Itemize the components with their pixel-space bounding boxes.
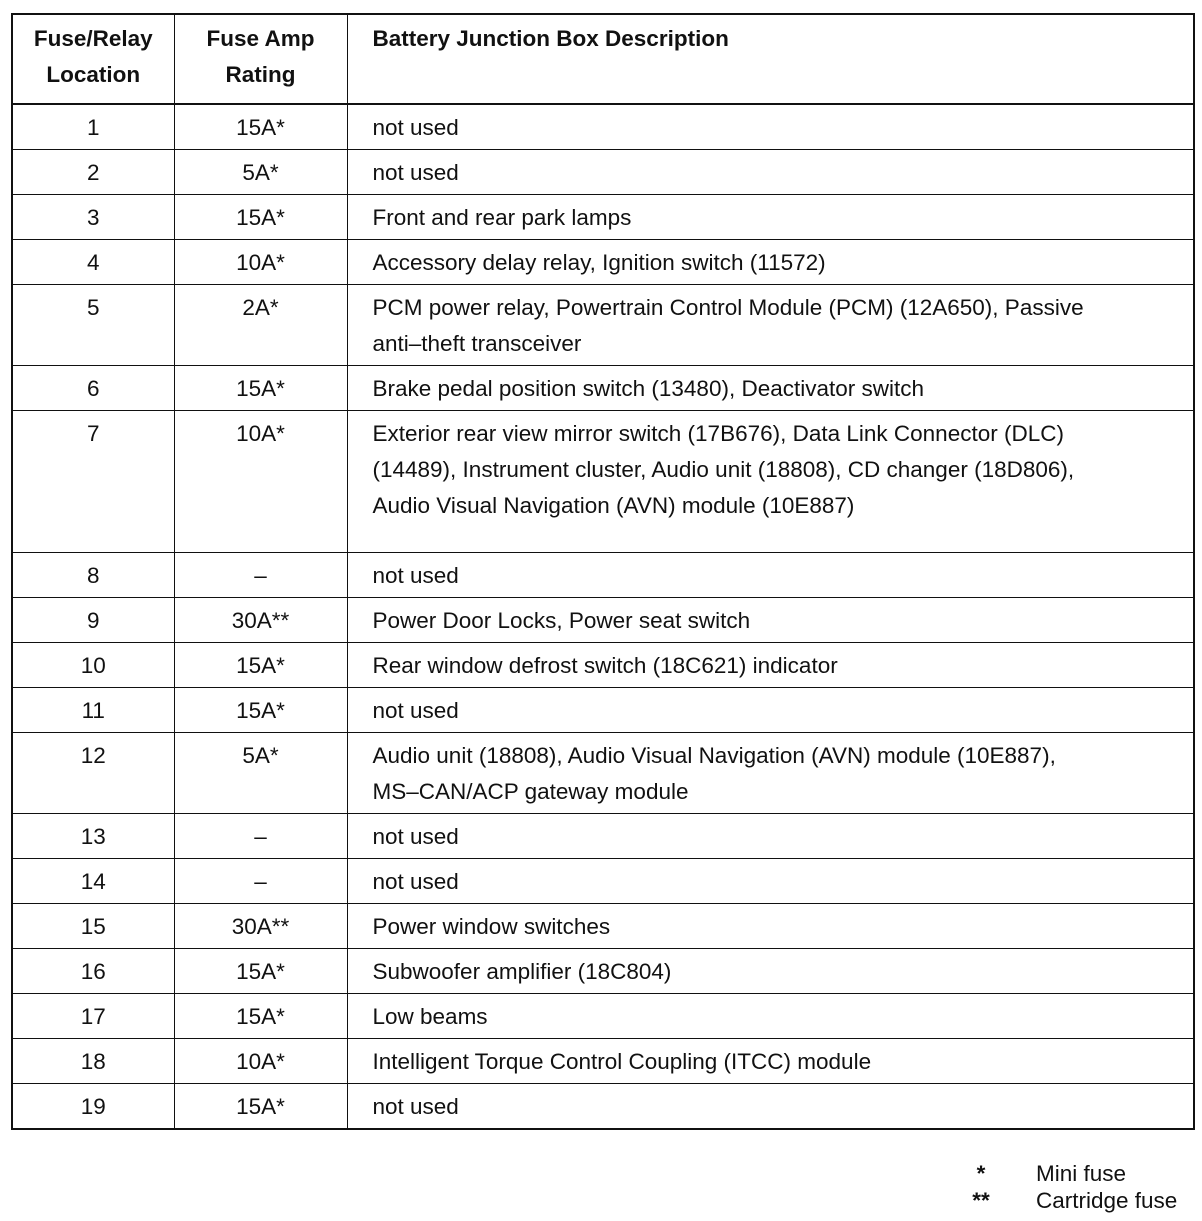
header-location-line2: Location	[46, 62, 141, 87]
description-line: (14489), Instrument cluster, Audio unit (18808), CD changer (18D806),	[372, 457, 1075, 482]
cell-location: 12	[12, 733, 174, 814]
cell-amp-rating: –	[174, 553, 347, 598]
table-row	[12, 949, 1194, 994]
table-row	[12, 104, 1194, 150]
cell-description	[347, 1039, 1194, 1084]
cell-amp-rating: 10A*	[174, 1039, 347, 1084]
cell-description	[347, 598, 1194, 643]
legend-symbol: **	[972, 1188, 990, 1213]
cell-location: 10	[12, 643, 174, 688]
cell-amp-rating: 30A**	[174, 904, 347, 949]
description-line: MS–CAN/ACP gateway module	[372, 779, 689, 804]
cell-description	[347, 150, 1194, 195]
cell-location: 13	[12, 814, 174, 859]
cell-location: 17	[12, 994, 174, 1039]
description-line: Low beams	[372, 1004, 488, 1029]
cell-description	[347, 643, 1194, 688]
description-line: Audio Visual Navigation (AVN) module (10E887)	[372, 493, 855, 518]
cell-location: 3	[12, 195, 174, 240]
cell-location: 19	[12, 1084, 174, 1130]
header-amp-rating	[174, 14, 347, 104]
cell-amp-rating: 15A*	[174, 643, 347, 688]
table-header	[12, 14, 1194, 104]
cell-location: 6	[12, 366, 174, 411]
cell-description	[347, 104, 1194, 150]
cell-amp-rating: 15A*	[174, 688, 347, 733]
table-row	[12, 1039, 1194, 1084]
description-line: Power Door Locks, Power seat switch	[372, 608, 751, 633]
cell-description	[347, 733, 1194, 814]
cell-amp-rating: 15A*	[174, 104, 347, 150]
legend-item-cartridge-fuse	[958, 1187, 1198, 1214]
cell-amp-rating: 10A*	[174, 411, 347, 553]
cell-description	[347, 1084, 1194, 1130]
cell-description	[347, 994, 1194, 1039]
description-line: PCM power relay, Powertrain Control Module (PCM) (12A650), Passive	[372, 295, 1084, 320]
cell-location: 7	[12, 411, 174, 553]
cell-amp-rating: 5A*	[174, 150, 347, 195]
description-line: not used	[372, 115, 459, 140]
description-line: not used	[372, 160, 459, 185]
cell-description	[347, 688, 1194, 733]
cell-location: 9	[12, 598, 174, 643]
table-row	[12, 1084, 1194, 1130]
table-row	[12, 994, 1194, 1039]
description-line: not used	[372, 1094, 459, 1119]
description-line: not used	[372, 869, 459, 894]
cell-amp-rating: 5A*	[174, 733, 347, 814]
footnote-legend	[958, 1160, 1198, 1214]
description-line: not used	[372, 698, 459, 723]
description-line: not used	[372, 563, 459, 588]
description-line: not used	[372, 824, 459, 849]
description-line: Exterior rear view mirror switch (17B676), Data Link Connector (DLC)	[372, 421, 1064, 446]
table-row	[12, 733, 1194, 814]
table-row	[12, 598, 1194, 643]
table-row	[12, 150, 1194, 195]
table-row	[12, 814, 1194, 859]
description-line: Audio unit (18808), Audio Visual Navigation (AVN) module (10E887),	[372, 743, 1056, 768]
fuse-table	[11, 13, 1195, 1130]
cell-amp-rating: 10A*	[174, 240, 347, 285]
legend-text: Mini fuse	[1036, 1161, 1127, 1186]
description-line: Rear window defrost switch (18C621) indicator	[372, 653, 838, 678]
cell-amp-rating: –	[174, 814, 347, 859]
cell-amp-rating: 15A*	[174, 195, 347, 240]
header-description: Battery Junction Box Description	[347, 14, 1194, 104]
cell-description	[347, 859, 1194, 904]
cell-location: 2	[12, 150, 174, 195]
header-amp-line1: Fuse Amp	[206, 26, 315, 51]
cell-location: 1	[12, 104, 174, 150]
description-line: Subwoofer amplifier (18C804)	[372, 959, 672, 984]
cell-amp-rating: 30A**	[174, 598, 347, 643]
table-row	[12, 411, 1194, 553]
table-row	[12, 285, 1194, 366]
legend-text: Cartridge fuse	[1036, 1188, 1178, 1213]
cell-location: 5	[12, 285, 174, 366]
cell-amp-rating: 15A*	[174, 994, 347, 1039]
table-row	[12, 688, 1194, 733]
description-line: Accessory delay relay, Ignition switch (11572)	[372, 250, 826, 275]
cell-amp-rating: 2A*	[174, 285, 347, 366]
cell-amp-rating: 15A*	[174, 949, 347, 994]
cell-description	[347, 949, 1194, 994]
table-row	[12, 553, 1194, 598]
cell-description	[347, 411, 1194, 553]
table-row	[12, 643, 1194, 688]
description-line: Power window switches	[372, 914, 611, 939]
table-body	[12, 104, 1194, 1129]
legend-item-mini-fuse	[958, 1160, 1198, 1187]
table-row	[12, 859, 1194, 904]
cell-location: 8	[12, 553, 174, 598]
cell-location: 15	[12, 904, 174, 949]
cell-description	[347, 240, 1194, 285]
cell-amp-rating: –	[174, 859, 347, 904]
header-row	[12, 14, 1194, 104]
cell-location: 11	[12, 688, 174, 733]
description-line: Intelligent Torque Control Coupling (ITCC) module	[372, 1049, 872, 1074]
header-location	[12, 14, 174, 104]
table-row	[12, 366, 1194, 411]
cell-location: 4	[12, 240, 174, 285]
table-row	[12, 195, 1194, 240]
cell-location: 16	[12, 949, 174, 994]
table-row	[12, 904, 1194, 949]
cell-amp-rating: 15A*	[174, 366, 347, 411]
cell-description	[347, 195, 1194, 240]
cell-description	[347, 553, 1194, 598]
cell-description	[347, 366, 1194, 411]
header-amp-line2: Rating	[225, 62, 296, 87]
cell-amp-rating: 15A*	[174, 1084, 347, 1130]
header-location-line1: Fuse/Relay	[33, 26, 153, 51]
description-line: Front and rear park lamps	[372, 205, 632, 230]
cell-description	[347, 285, 1194, 366]
description-line: anti–theft transceiver	[372, 331, 582, 356]
cell-location: 14	[12, 859, 174, 904]
cell-description	[347, 904, 1194, 949]
table-row	[12, 240, 1194, 285]
cell-location: 18	[12, 1039, 174, 1084]
description-line: Brake pedal position switch (13480), Deactivator switch	[372, 376, 925, 401]
legend-symbol: *	[976, 1161, 986, 1186]
cell-description	[347, 814, 1194, 859]
